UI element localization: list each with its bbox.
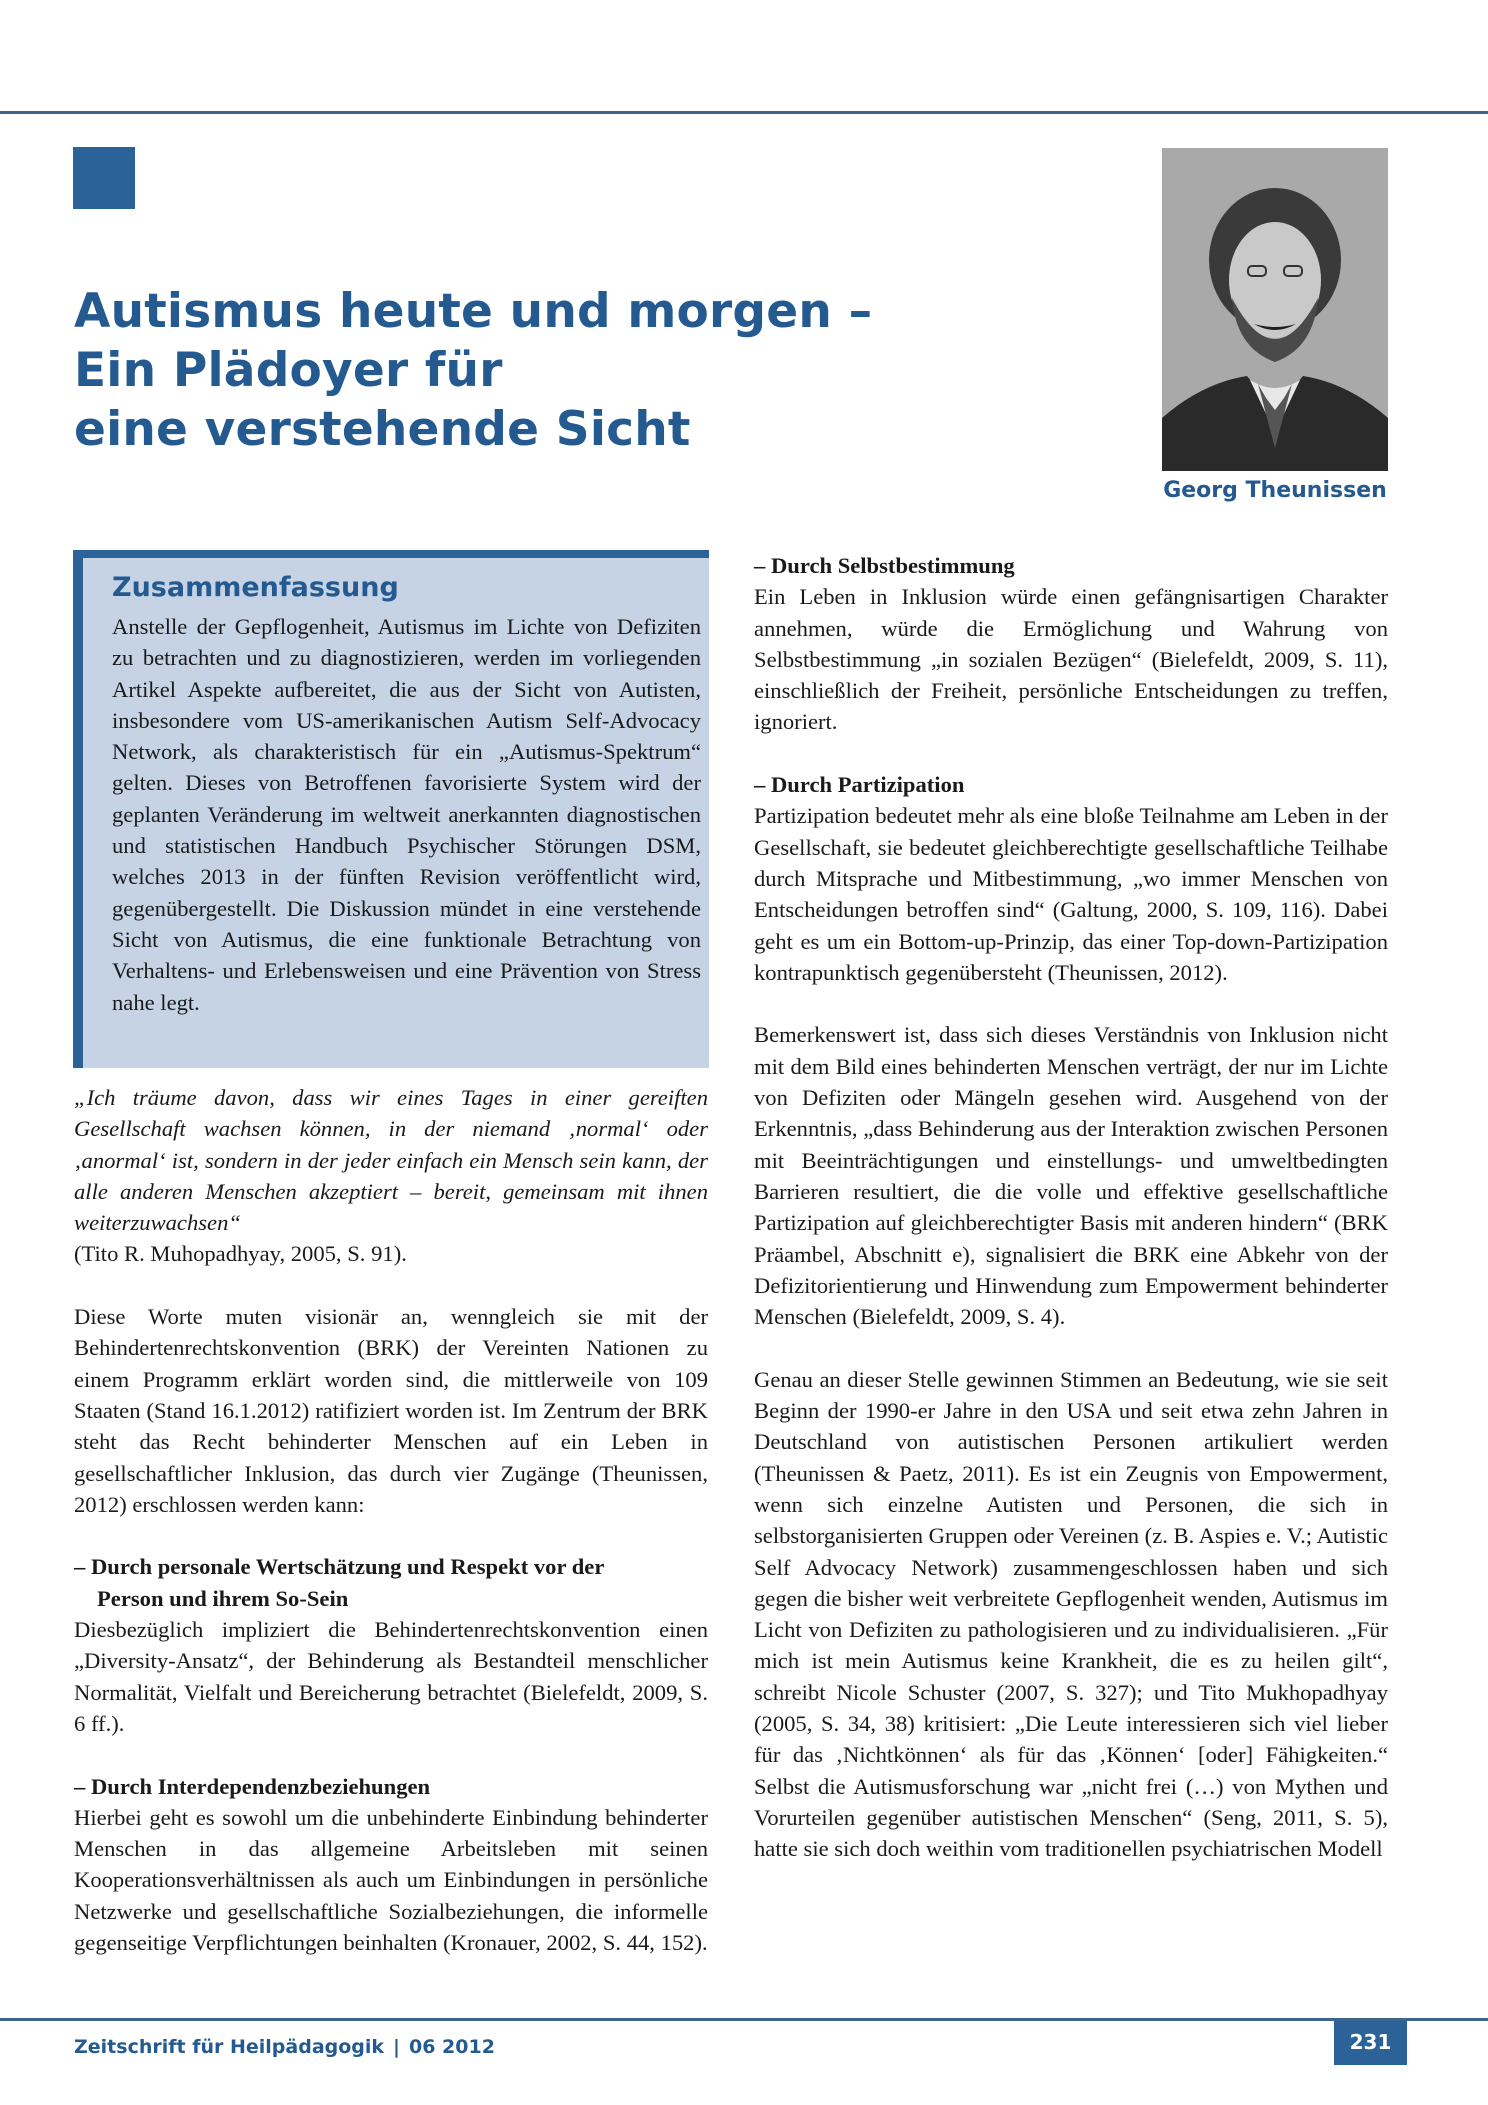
subheading (74, 1551, 708, 1614)
paragraph: Diesbezüglich impliziert die Behindertenrechtskonvention einen „Diversity-Ansatz“, der Behinderung als Bestandteil menschlicher Normalität, Vielfalt und Bereicherung betrachtet (Bielefeldt, 2009, S. 6 ff.). (74, 1617, 708, 1736)
subheading: – Durch Interdependenzbeziehungen (74, 1773, 431, 1799)
paragraph: Diese Worte muten visionär an, wenngleich sie mit der Behindertenrechtskonvention (BRK) der Vereinten Nationen zu einem Programm erklärt worden sind, die mittlerweile von 109 Staaten (Stand 16.1.2012) ratifiziert worden ist. Im Zentrum der BRK steht das Recht behinderter Menschen auf ein Leben in gesellschaftlicher Inklusion, das durch vier Zugänge (Theunissen, 2012) erschlossen werden kann: (74, 1304, 708, 1517)
journal-name: Zeitschrift für Heilpädagogik (74, 2036, 385, 2058)
paragraph: Hierbei geht es sowohl um die unbehinderte Einbindung behinderter Menschen in das allgemeine Arbeitsleben mit seinen Kooperationsverhältnissen als auch um Einbindungen in persönliche Netzwerke und gesellschaftliche Sozialbeziehungen, die informelle gegenseitige Verpflichtungen beinhalten (Kronauer, 2002, S. 44, 152). (74, 1804, 708, 1956)
author-portrait-icon (1162, 148, 1388, 471)
paragraph: Partizipation bedeutet mehr als eine bloße Teilnahme am Leben in der Gesellschaft, sie bedeutet gleichberechtigte gesellschaftliche Teilhabe durch Mitsprache und Mitbestimmung, „wo immer Menschen von Entscheidungen betroffen sind“ (Galtung, 2000, S. 109, 116). Dabei geht es um ein Bottom-up-Prinzip, das einer Top-down-Partizipation kontrapunktisch gegenübersteht (Theunissen, 2012). (754, 803, 1388, 985)
subheading-line-1: – Durch personale Wertschätzung und Respekt vor der (74, 1554, 605, 1580)
top-rule (0, 111, 1488, 114)
subheading: – Durch Selbstbestimmung (754, 553, 1015, 578)
footer-rule (0, 2018, 1488, 2021)
summary-text (112, 611, 701, 1018)
paragraph: Ein Leben in Inklusion würde einen gefängnisartigen Charakter annehmen, würde die Ermöglichung und Wahrung von Selbstbestimmung „in sozialen Bezügen“ (Bielefeldt, 2009, S. 11), einschließlich der Freiheit, persönliche Entscheidungen zu treffen, ignoriert. (754, 584, 1388, 735)
footer-journal (74, 2036, 495, 2058)
summary-heading: Zusammenfassung (112, 572, 399, 603)
issue-number: 06 2012 (409, 2036, 495, 2058)
paragraph: Genau an dieser Stelle gewinnen Stimmen an Bedeutung, wie sie seit Beginn der 1990-er Jahre in den USA und seit etwa zehn Jahren in Deutschland von autistischen Personen artikuliert werden (Theunissen & Paetz, 2011). Es ist ein Zeugnis von Empowerment, wenn sich einzelne Autisten und Personen, die sich in selbstorganisierten Gruppen oder Vereinen (z. B. Aspies e. V.; Autistic Self Advocacy Network) zusammengeschlossen haben und sich gegen die bisher weit verbreitete Gepflogenheit wenden, Autismus im Licht von Defiziten zu pathologisieren und zu individualisieren. „Für mich ist mein Autismus keine Krankheit, die es zu heilen gilt“, schreibt Nicole Schuster (2007, S. 327); und Tito Mukhopadhyay (2005, S. 34, 38) kritisiert: „Die Leute interessieren sich viel lieber für das ‚Nichtkönnen‘ als für das ‚Können‘ [oder] Fähigkeiten.“ Selbst die Autismusforschung war „nicht frei (…) von Mythen und Vorurteilen gegenüber autistischen Menschen“ (Seng, 2011, S. 5), hatte sie sich doch weithin vom traditionellen psychiatrischen Modell (754, 1366, 1388, 1862)
summary-paragraph: Anstelle der Gepflogenheit, Autismus im Lichte von Defiziten zu betrachten und zu diagnostizieren, werden im vorliegenden Artikel Aspekte aufbereitet, die aus der Sicht von Autisten, insbesondere vom US-amerikanischen Autism Self-Advocacy Network, als charakteristisch für ein „Autismus-Spektrum“ gelten. Dieses von Betroffenen favorisierte System wird der geplanten Veränderung im weltweit anerkannten diagnostischen und statistischen Handbuch Psychischer Störungen DSM, welches 2013 in der fünften Revision veröffentlicht wird, gegenübergestellt. Die Diskussion mündet in eine verstehende Sicht von Autismus, die eine funktionale Betrachtung von Verhaltens- und Erlebensweisen und eine Prävention von Stress nahe legt. (112, 614, 701, 1015)
epigraph-source: (Tito R. Muhopadhyay, 2005, S. 91). (74, 1241, 407, 1267)
right-column (754, 550, 1388, 1864)
title-line-1: Autismus heute und morgen – (74, 284, 873, 339)
subheading: – Durch Partizipation (754, 772, 965, 798)
title-line-2: Ein Plädoyer für (74, 343, 503, 398)
paragraph: Bemerkenswert ist, dass sich dieses Verständnis von Inklusion nicht mit dem Bild eines behinderten Menschen verträgt, der nur im Lichte von Defiziten oder Mängeln gesehen wird. Ausgehend von der Erkenntnis, „dass Behinderung aus der Interaktion zwischen Personen mit Beeinträchtigungen und einstellungs- und umweltbedingten Barrieren resultiert, die die volle und effektive gesellschaftliche Partizipation auf gleichberechtigter Basis mit anderen hindern“ (BRK Präambel, Abschnitt e), signalisiert die BRK eine Abkehr von der Defizitorientierung und Hinwendung zum Empowerment behinderter Menschen (Bielefeldt, 2009, S. 4). (754, 1022, 1388, 1330)
left-column (74, 1082, 708, 1958)
page-number: 231 (1334, 2021, 1407, 2065)
title-line-3: eine verstehende Sicht (74, 402, 691, 457)
summary-accent-bar (73, 558, 83, 1068)
author-name: Georg Theunissen (1163, 478, 1387, 503)
footer-separator: | (393, 2036, 400, 2058)
subheading-line-2: Person und ihrem So-Sein (97, 1585, 349, 1611)
author-photo (1162, 148, 1388, 471)
epigraph-quote: „Ich träume davon, dass wir eines Tages in einer gereiften Gesellschaft wachsen können, in der niemand ‚normal‘ oder ‚anormal‘ ist, sondern in der jeder einfach ein Mensch sein kann, der alle anderen Menschen akzeptiert – bereit, gemeinsam mit ihnen weiterzuwachsen“ (74, 1085, 708, 1236)
section-marker-square (73, 147, 135, 209)
article-title (74, 282, 874, 459)
